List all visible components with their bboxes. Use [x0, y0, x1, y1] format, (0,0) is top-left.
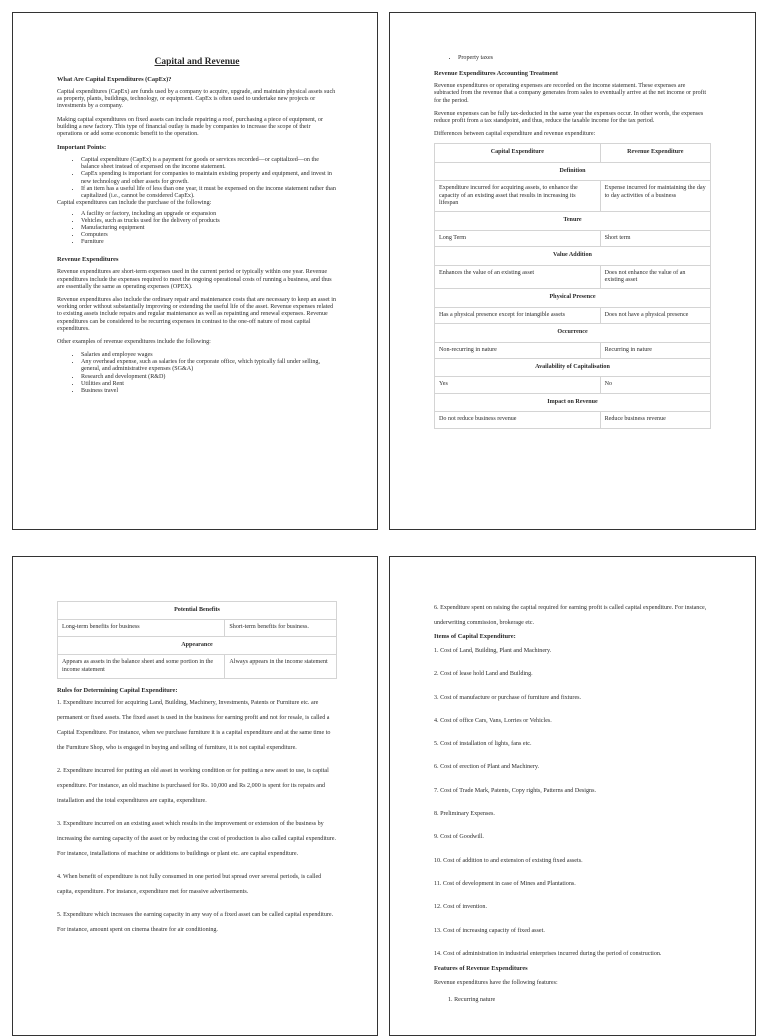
table-row	[435, 342, 711, 358]
heading-important-points: Important Points:	[57, 144, 107, 152]
table-cell: Expense incurred for maintaining the day to day activities of a business	[600, 181, 710, 212]
table-section-row	[435, 393, 711, 411]
capex-items-list	[57, 211, 337, 246]
table-cell: Expenditure incurred for acquiring assets, to enhance the capacity of an existing asset that results in increasing its lifespan	[435, 181, 601, 212]
list-item: • CapEx spending is important for companies to maintain existing property and equipment, and invest in new technology and other assets for growth.	[81, 171, 337, 185]
list-item: 13. Cost of increasing capacity of fixed asset.	[434, 927, 545, 934]
document-title: Capital and Revenue	[154, 57, 240, 67]
list-item: • Utilities and Rent	[81, 381, 337, 388]
list-item: 8. Preliminary Expenses.	[434, 811, 495, 818]
section-header: Appearance	[58, 636, 337, 654]
rule-paragraph: 1. Expenditure incurred for acquiring Land, Building, Machinery, Investments, Patents or Furniture etc. are permanent or fixed assets. The fixed asset is used in the business for earning profit and not for resale, is called a Capital Expenditure. For instance, when we purchase furniture it is a capital expenditure and at the same time to the Furniture Shop, who is engaged in buying and selling of furniture, it is not capital expenditure.	[57, 700, 331, 752]
table-row	[435, 230, 711, 246]
table-row	[435, 377, 711, 393]
table-section-row	[435, 212, 711, 230]
list-item: • Capital expenditure (CapEx) is a payment for goods or services recorded—or capitalized—on the balance sheet instead of expensed on the income statement.	[81, 157, 337, 171]
table-section-row	[58, 636, 337, 654]
rule-paragraph: 3. Expenditure incurred on an existing asset which results in the improvement or extension of the business by increasing the earning capacity of the asset or by reducing the cost of production is also called capital expenditure. For instance, installations of machine or additions to buildings or plant etc. are capital expenditure.	[57, 821, 337, 858]
paragraph: Revenue expenditures are short-term expenses used in the current period or typically within one year. Revenue expenditures include the expenses required to meet the ongoing operational costs of running a business, and thus are essentially the same as operating expenses (OPEX).	[57, 269, 332, 290]
list-item: 3. Cost of manufacture or purchase of furniture and fixtures.	[434, 694, 582, 701]
table-cell: Yes	[435, 377, 601, 393]
table-intro: Differences between capital expenditure and revenue expenditure:	[434, 131, 596, 138]
bullet-list	[434, 55, 711, 62]
table-cell: Reduce business revenue	[600, 412, 710, 428]
paragraph: Revenue expenditures also include the ordinary repair and maintenance costs that are necessary to keep an asset in working order without substantially improving or extending the useful life of the asset. Revenue expenses related to existing assets include repairs and regular maintenance as well as repainting and renewal expenses. Revenue expenditures can be considered to be recurring expenses in contrast to the one-off nature of most capital expenditures.	[57, 297, 337, 332]
section-header: Physical Presence	[435, 289, 711, 307]
list-item: • Research and development (R&D)	[81, 374, 337, 381]
list-item: 10. Cost of addition to and extension of existing fixed assets.	[434, 857, 583, 864]
list-item: 2. Cost of lease hold Land and Building.	[434, 671, 533, 678]
list-item: 1. Recurring nature	[448, 996, 496, 1003]
comparison-table	[434, 143, 711, 428]
paragraph: Making capital expenditures on fixed assets can include repairing a roof, purchasing a piece of equipment, or building a new factory. This type of financial outlay is made by companies to increase the scope of their operations or add some economic benefit to the operation.	[57, 116, 324, 138]
rule-paragraph: 4. When benefit of expenditure is not fully consumed in one period but spread over several periods, is called capita, expenditure. For instance, expenditure met for massive advertisements.	[57, 874, 322, 896]
section-header: Value Addition	[435, 247, 711, 265]
important-points-list	[57, 157, 337, 200]
document-page-2	[389, 12, 756, 530]
table-section-row	[435, 359, 711, 377]
table-section-row	[58, 602, 337, 620]
table-cell: Enhances the value of an existing asset	[435, 265, 601, 289]
list-item: 6. Cost of erection of Plant and Machinery.	[434, 764, 540, 771]
list-item: 9. Cost of Goodwill.	[434, 834, 484, 841]
paragraph: Revenue expenses can be fully tax-deducted in the same year the expenses occur. In other words, the expenses reduce profit from a tax standpoint, and thus, reduce the taxable income for the tax period.	[434, 110, 704, 124]
list-item: 5. Cost of installation of lights, fans etc.	[434, 741, 532, 748]
list-item: 11. Cost of development in case of Mines and Plantations.	[434, 880, 576, 887]
table-section-row	[435, 162, 711, 180]
table-cell: Appears as assets in the balance sheet and some portion in the income statement	[58, 655, 225, 679]
rule-paragraph: 5. Expenditure which increases the earning capacity in any way of a fixed asset can be called capital expenditure. For instance, amount spent on cinema theatre for air conditioning.	[57, 912, 334, 934]
paragraph: Revenue expenditures or operating expenses are recorded on the income statement. These expenses are subtracted from the revenue that a company generates from sales to eventually arrive at the net income or profit for the period.	[434, 83, 707, 104]
table-header-row	[435, 144, 711, 162]
table-cell: Does not enhance the value of an existing asset	[600, 265, 710, 289]
heading-rules: Rules for Determining Capital Expenditure:	[57, 687, 178, 695]
list-item: • Property taxes	[458, 55, 711, 62]
table-cell: Short term	[600, 230, 710, 246]
section-header: Impact on Revenue	[435, 393, 711, 411]
section-header: Occurrence	[435, 324, 711, 342]
table-row	[435, 307, 711, 323]
table-row	[435, 412, 711, 428]
section-header: Tenure	[435, 212, 711, 230]
table-row	[58, 620, 337, 636]
section-header: Potential Benefits	[58, 602, 337, 620]
table-section-row	[435, 247, 711, 265]
column-header: Revenue Expenditure	[600, 144, 710, 162]
table-row	[435, 265, 711, 289]
heading-accounting-treatment: Revenue Expenditures Accounting Treatment	[434, 70, 558, 78]
rule-paragraph: 6. Expenditure spent on raising the capital required for earning profit is called capital expenditure. For instance, underwriting commission, brokerage etc.	[434, 605, 707, 626]
list-item: 7. Cost of Trade Mark, Patents, Copy rights, Patterns and Designs.	[434, 787, 596, 794]
table-cell: Always appears in the income statement	[225, 655, 337, 679]
heading-capex: What Are Capital Expenditures (CapEx)?	[57, 76, 172, 83]
table-row	[58, 655, 337, 679]
revenue-items-list	[57, 352, 337, 395]
heading-items-capital-expenditure: Items of Capital Expenditure:	[434, 633, 516, 640]
list-item: • Any overhead expense, such as salaries for the corporate office, which typically fall under selling, general, and administrative expenses (SG&A)	[81, 359, 337, 373]
list-item: • Salaries and employee wages	[81, 352, 337, 359]
table-cell: Long-term benefits for business	[58, 620, 225, 636]
paragraph: Capital expenditures can include the purchase of the following:	[57, 199, 212, 206]
list-item: • Computers	[81, 232, 337, 239]
table-section-row	[435, 289, 711, 307]
heading-features: Features of Revenue Expenditures	[434, 964, 528, 972]
section-header: Definition	[435, 162, 711, 180]
document-page-4	[389, 556, 756, 1036]
table-section-row	[435, 324, 711, 342]
document-page-3	[12, 556, 378, 1036]
table-cell: Do not reduce business revenue	[435, 412, 601, 428]
list-item: 4. Cost of office Cars, Vans, Lorries or Vehicles.	[434, 717, 552, 724]
document-page-1	[12, 12, 378, 530]
rule-paragraph: 2. Expenditure incurred for putting an old asset in working condition or for putting a new asset to use, is capital expenditure. For instance, an old machine is purchased for Rs. 10,000 and Rs 2,000 is spent for its repairs and installation and the total expenditures are capita, expenditure.	[57, 768, 329, 805]
list-item: • Business travel	[81, 388, 337, 395]
table-cell: Recurring in nature	[600, 342, 710, 358]
list-item: • Vehicles, such as trucks used for the delivery of products	[81, 218, 337, 225]
paragraph: Capital expenditures (CapEx) are funds used by a company to acquire, upgrade, and maintain physical assets such as property, plants, buildings, technology, or equipment. CapEx is often used to undertake new projects or investments by a company.	[57, 89, 336, 110]
table-cell: Short-term benefits for business.	[225, 620, 337, 636]
column-header: Capital Expenditure	[435, 144, 601, 162]
table-cell: Has a physical presence except for intangible assets	[435, 307, 601, 323]
table-cell: Non-recurring in nature	[435, 342, 601, 358]
list-item: 12. Cost of invention.	[434, 904, 487, 911]
comparison-table-continued	[57, 601, 337, 679]
table-row	[435, 181, 711, 212]
list-item: • Furniture	[81, 239, 337, 246]
table-cell: Does not have a physical presence	[600, 307, 710, 323]
list-item: • A facility or factory, including an upgrade or expansion	[81, 211, 337, 218]
heading-revenue-expenditures: Revenue Expenditures	[57, 256, 119, 264]
list-item: • If an item has a useful life of less than one year, it must be expensed on the income statement rather than capitalized (i.e., cannot be considered CapEx).	[81, 186, 337, 200]
paragraph: Revenue expenditures have the following features:	[434, 979, 558, 986]
section-header: Availability of Capitalisation	[435, 359, 711, 377]
table-cell: No	[600, 377, 710, 393]
paragraph: Other examples of revenue expenditures include the following:	[57, 339, 211, 346]
table-cell: Long Term	[435, 230, 601, 246]
list-item: 14. Cost of administration in industrial enterprises incurred during the period of construction.	[434, 950, 662, 957]
list-item: • Manufacturing equipment	[81, 225, 337, 232]
list-item: 1. Cost of Land, Building, Plant and Machinery.	[434, 648, 552, 654]
